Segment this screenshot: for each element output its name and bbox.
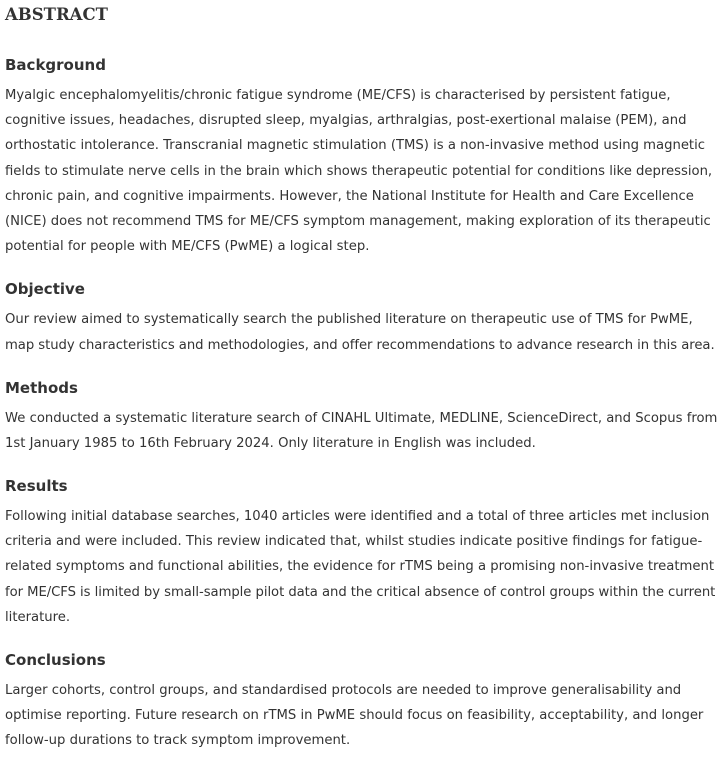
section-text [5,83,717,259]
text-line: criteria and were included. This review indicated that, whilst studies indicate positive findings for fatigue- [5,534,703,550]
abstract-title: ABSTRACT [5,5,108,24]
text-line: We conducted a systematic literature search of CINAHL Ultimate, MEDLINE, ScienceDirect, and Scopus from [5,410,718,426]
text-line: related symptoms and functional abilities, the evidence for rTMS being a promising non-invasive treatment [5,559,715,575]
text-line: for ME/CFS is limited by small-sample pilot data and the critical absence of control groups within the current [5,584,716,600]
section-heading: Background [5,56,106,74]
section-background [5,55,717,259]
section-heading: Methods [5,378,78,397]
text-line: Myalgic encephalomyelitis/chronic fatigue syndrome (ME/CFS) is characterised by persistent fatigue, [5,88,671,103]
text-line: potential for people with ME/CFS (PwME) a logical step. [5,239,370,255]
section-heading: Conclusions [5,651,106,669]
section-methods [5,378,717,456]
section-text [5,678,717,754]
text-line: (NICE) does not recommend TMS for ME/CFS symptom management, making exploration of its therapeutic [5,213,711,229]
text-line: fields to stimulate nerve cells in the brain which shows therapeutic potential for conditions like depression, [5,163,713,179]
text-line: literature. [5,609,71,625]
text-line: map study characteristics and methodologies, and offer recommendations to advance research in this area. [5,337,715,353]
text-line: 1st January 1985 to 16th February 2024. Only literature in English was included. [5,435,536,451]
section-results [5,476,717,630]
text-line: Following initial database searches, 1040 articles were identified and a total of three articles met inclusion [5,509,710,525]
section-heading: Results [5,477,68,496]
abstract [5,0,717,754]
text-line: orthostatic intolerance. Transcranial magnetic stimulation (TMS) is a non-invasive method using magnetic [5,138,706,154]
section-text [5,307,717,357]
text-line: chronic pain, and cognitive impairments. However, the National Institute for Health and Care Excellence [5,188,694,204]
section-heading: Objective [5,280,85,299]
text-line: Larger cohorts, control groups, and standardised protocols are needed to improve generalisability and [5,683,682,698]
text-line: follow-up durations to track symptom improvement. [5,733,351,749]
section-text [5,406,717,456]
text-line: cognitive issues, headaches, disrupted sleep, myalgias, arthralgias, post-exertional malaise (PEM), and [5,113,687,129]
section-conclusions [5,650,717,754]
text-line: Our review aimed to systematically search the published literature on therapeutic use of TMS for PwME, [5,312,693,328]
text-line: optimise reporting. Future research on rTMS in PwME should focus on feasibility, acceptability, and longer [5,708,704,724]
section-objective [5,279,717,357]
section-text [5,504,717,630]
